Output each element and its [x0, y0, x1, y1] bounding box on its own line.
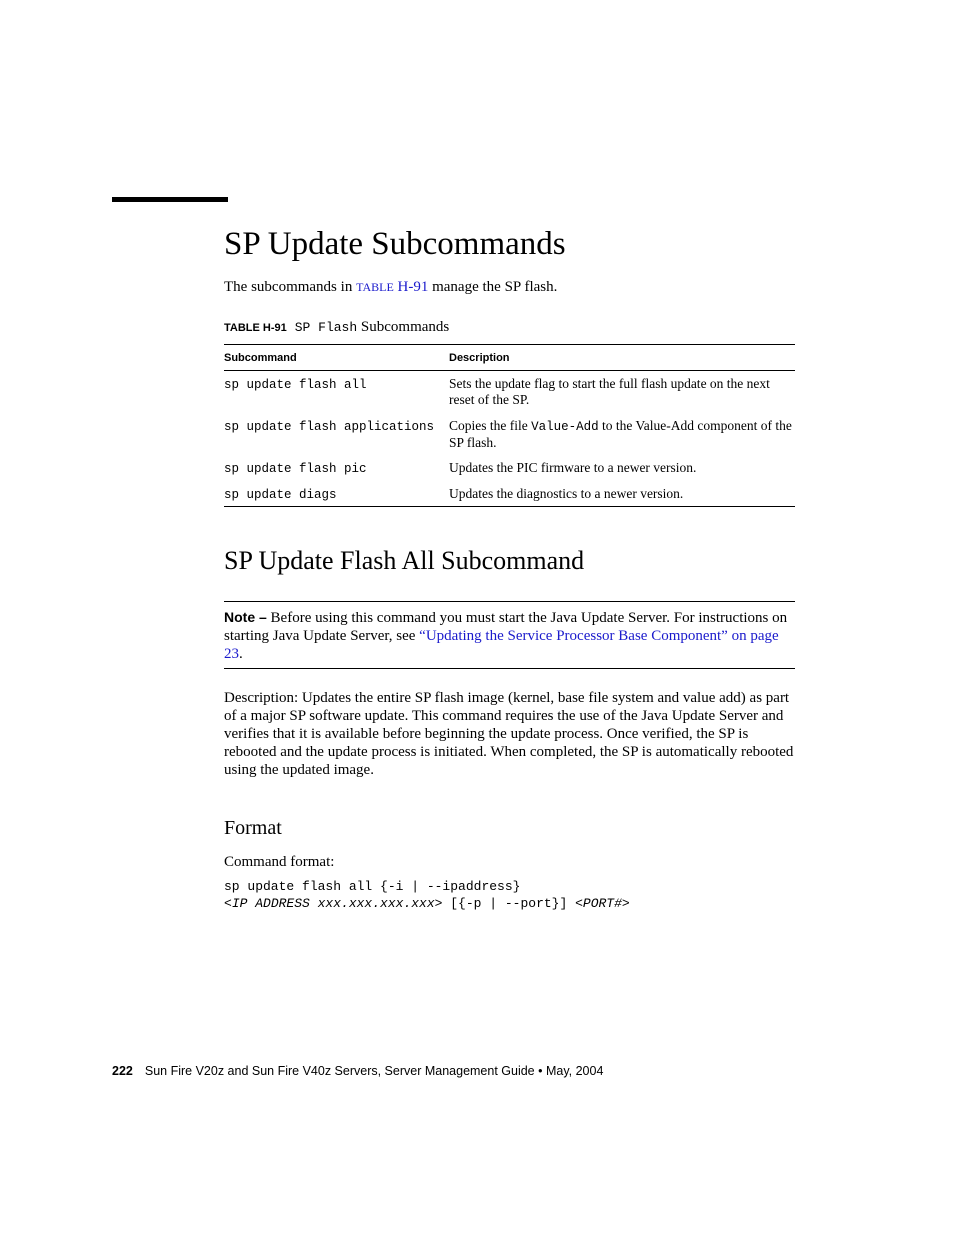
table-reference-link[interactable]: TABLE H-91 [356, 279, 429, 295]
note-text: Note – Before using this command you must start the Java Update Server. For instructions on starting Java Update Server, see “Updating the Service Processor Base Component” on page 23. [224, 609, 788, 662]
subcommand-cell: sp update flash pic [224, 462, 367, 476]
port-placeholder: PORT# [582, 896, 622, 911]
note-box [224, 601, 795, 669]
table-caption [224, 317, 449, 338]
intro-paragraph [224, 277, 557, 297]
table-row [224, 371, 795, 413]
cross-reference-link[interactable]: “Updating the Service Processor Base Component” on page 23 [224, 628, 779, 662]
header-subcommand: Subcommand [224, 352, 297, 364]
ip-address-placeholder: IP ADDRESS xxx.xxx.xxx.xxx [231, 896, 435, 911]
command-format-label: Command format: [224, 854, 335, 870]
description-cell: Sets the update flag to start the full flash update on the next reset of the SP. [449, 376, 770, 407]
description-cell: Updates the PIC firmware to a newer version. [449, 460, 697, 475]
table-row [224, 413, 795, 455]
table-header [224, 345, 795, 371]
syntax-line-1: sp update flash all {-i | --ipaddress} [224, 879, 521, 894]
chapter-rule [112, 197, 228, 202]
subcommands-table [224, 344, 795, 507]
inline-code: Value-Add [531, 420, 599, 434]
table-caption-text: Subcommands [357, 319, 450, 335]
table-row [224, 455, 795, 481]
command-syntax: sp update flash all {-i | --ipaddress} <IP ADDRESS xxx.xxx.xxx.xxx> [{-p | --port}] <PORT#> [224, 879, 630, 911]
footer-text: Sun Fire V20z and Sun Fire V40z Servers, Server Management Guide • May, 2004 [144, 1064, 604, 1078]
subcommand-cell: sp update flash applications [224, 420, 435, 434]
intro-text-after: manage the SP flash. [428, 279, 558, 295]
intro-text-before: The subcommands in [224, 279, 357, 295]
table-caption-label: TABLE H-91 [224, 322, 287, 334]
description-cell: Copies the file Value-Add to the Value-Add component of the SP flash. [449, 418, 792, 450]
header-description: Description [449, 352, 510, 364]
subcommand-cell: sp update flash all [224, 378, 367, 392]
table-caption-code: SP Flash [294, 320, 358, 335]
page-title: SP Update Subcommands [224, 226, 566, 262]
note-label: Note – [224, 609, 267, 625]
section-heading: SP Update Flash All Subcommand [224, 546, 585, 575]
description-paragraph: Description: Updates the entire SP flash image (kernel, base file system and value add) as part of a major SP software update. This command requires the use of the Java Update Server and verifies that it is available before beginning the update process. Once verified, the SP is rebooted and the update process is initiated. When completed, the SP is automatically rebooted using the updated image. [224, 690, 794, 778]
description-cell: Updates the diagnostics to a newer version. [449, 486, 684, 501]
page-footer [112, 1063, 603, 1079]
subcommand-cell: sp update diags [224, 488, 337, 502]
table-row [224, 481, 795, 506]
page-number: 222 [112, 1064, 133, 1078]
format-heading: Format [224, 817, 282, 839]
